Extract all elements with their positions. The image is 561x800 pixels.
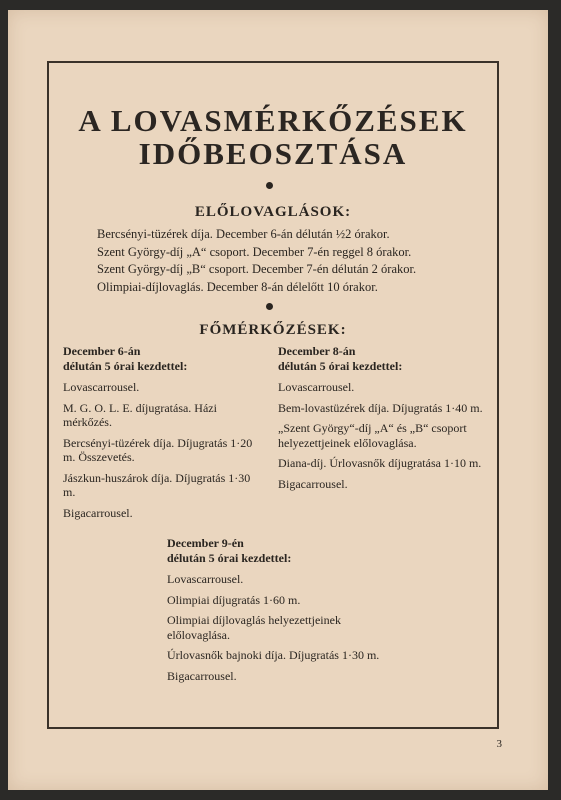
event-item: Bercsényi-tüzérek díja. Díjugratás 1·20 m. Összevetés. [63, 435, 253, 464]
preliminary-item: Bercsényi-tüzérek díja. December 6-án délután ½2 órakor. [97, 227, 390, 241]
event-item: Lovascarrousel. [63, 380, 140, 394]
event-item: Olimpiai díjlovaglás helyezettjeinek előlovaglása. [167, 613, 341, 642]
bullet-divider [266, 182, 273, 189]
schedule-dec9 [167, 536, 382, 689]
bullet-divider [266, 303, 273, 310]
event-item: „Szent György“-díj „A“ és „B“ csoport helyezettjeinek előlovaglása. [278, 421, 467, 450]
page-subtitle: IDŐBEOSZTÁSA [138, 136, 408, 171]
event-item: Bem-lovastüzérek díja. Díjugratás 1·40 m. [278, 400, 483, 415]
event-item: Úrlovasnők bajnoki díja. Díjugratás 1·30 m. [167, 648, 380, 662]
page-number: 3 [496, 738, 502, 750]
day-header: December 8-án délután 5 órai kezdettel: [278, 344, 403, 373]
schedule-dec8 [278, 344, 490, 497]
event-item: Bigacarrousel. [63, 505, 133, 520]
preliminaries-heading: ELŐLOVAGLÁSOK: [194, 204, 352, 220]
preliminary-item: Szent György-díj „B“ csoport. December 7-én délután 2 órakor. [97, 262, 417, 276]
document-page [8, 10, 548, 790]
preliminary-item: Szent György-díj „A“ csoport. December 7-én reggel 8 órakor. [97, 244, 412, 259]
event-item: Bigacarrousel. [167, 668, 237, 683]
event-item: Bigacarrousel. [278, 476, 348, 491]
event-item: Lovascarrousel. [278, 380, 355, 394]
event-item: Diana-díj. Úrlovasnők díjugratása 1·10 m. [278, 456, 482, 470]
day-header: December 9-én délután 5 órai kezdettel: [167, 536, 292, 565]
event-item: Olimpiai díjugratás 1·60 m. [167, 592, 301, 607]
schedule-frame [47, 61, 499, 729]
preliminary-item: Olimpiai-díjlovaglás. December 8-án délelőtt 10 órakor. [97, 279, 378, 294]
main-events-heading: FŐMÉRKŐZÉSEK: [199, 322, 347, 338]
event-item: Lovascarrousel. [167, 572, 244, 586]
day-header: December 6-án délután 5 órai kezdettel: [63, 344, 188, 373]
event-item: Jászkun-huszárok díja. Díjugratás 1·30 m. [63, 470, 251, 499]
page-title: A LOVASMÉRKŐZÉSEK [78, 103, 468, 138]
preliminaries-list [97, 226, 416, 296]
schedule-dec6 [63, 344, 263, 526]
event-item: M. G. O. L. E. díjugratása. Házi mérkőzés. [63, 400, 217, 429]
